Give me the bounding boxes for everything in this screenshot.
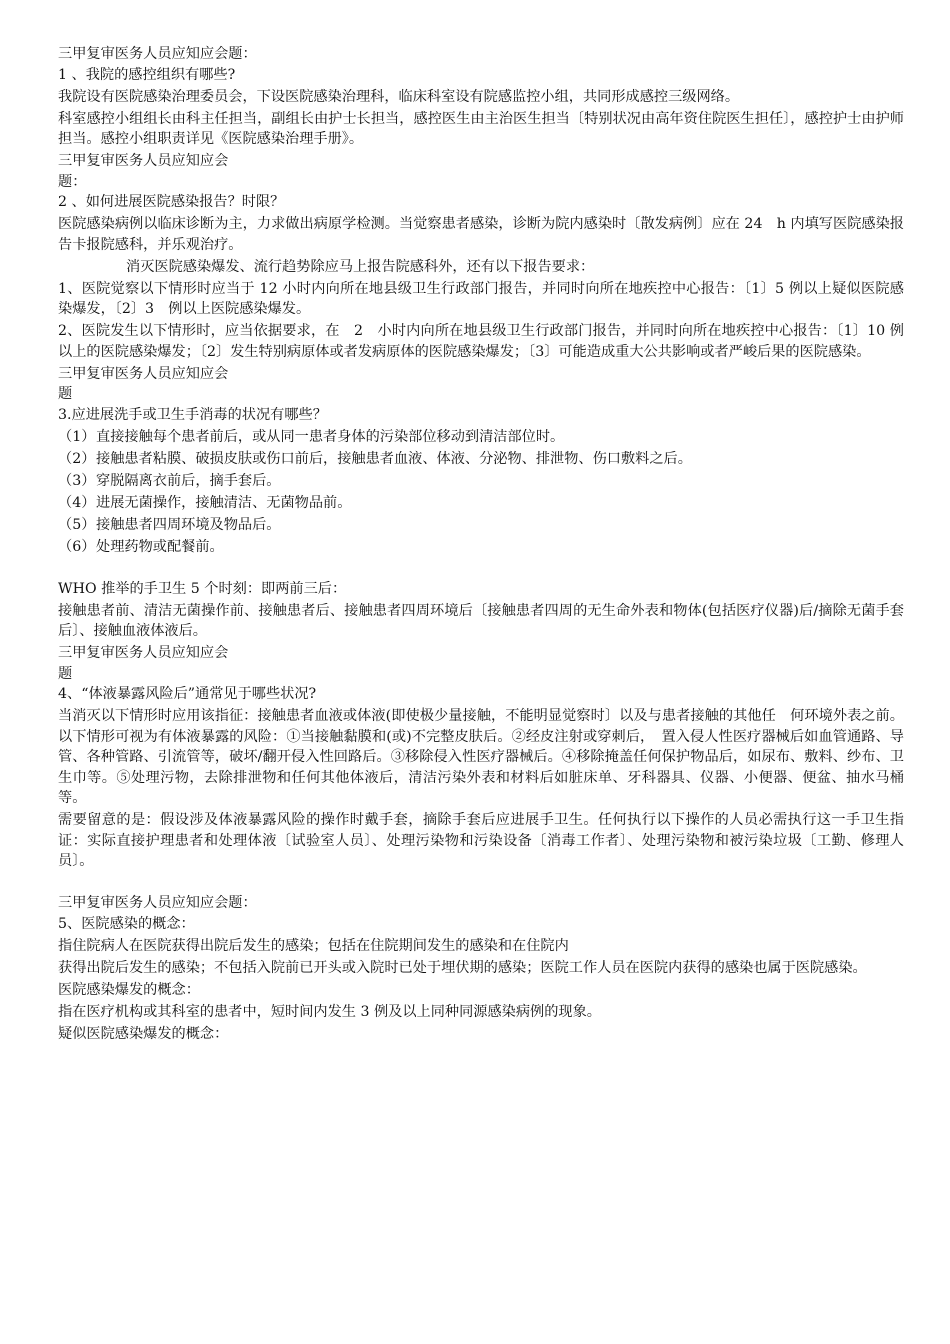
paragraph: 指住院病人在医院获得出院后发生的感染；包括在住院期间发生的感染和在住院内 — [58, 937, 569, 954]
section-2 — [58, 151, 904, 362]
section-header-continued: 题 — [58, 665, 73, 682]
section-header-continued: 题 — [58, 386, 73, 402]
section-4 — [58, 643, 904, 872]
list-item-text: 接触患者四周环境及物品后。 — [96, 516, 281, 533]
list-item — [58, 427, 904, 448]
list-item-number: （6） — [58, 538, 96, 555]
paragraph: 获得出院后发生的感染；不包括入院前已开头或入院时已处于埋伏期的感染；医院工作人员在医院内获得的感染也属于医院感染。 — [58, 959, 867, 976]
question-2: 2 、如何进展医院感染报告？时限？ — [58, 194, 285, 210]
list-item-number: （3） — [58, 472, 96, 489]
who-heading: WHO 推举的手卫生 5 个时刻：即两前三后： — [58, 580, 347, 597]
section-header-continued: 题： — [58, 173, 87, 190]
list-item-text: 进展无菌操作，接触清洁、无菌物品前。 — [96, 494, 352, 511]
blank-line — [58, 559, 904, 579]
list-item-number: （4） — [58, 494, 96, 511]
section-1 — [58, 44, 904, 150]
list-item — [58, 515, 904, 536]
list-item — [58, 537, 904, 558]
section-header: 三甲复审医务人员应知应会题： — [58, 46, 257, 62]
section-5 — [58, 893, 904, 1044]
paragraph: 医院感染病例以临床诊断为主，力求做出病原学检测。当觉察患者感染，诊断为院内感染时〔散发病例〕应在 24 h 内填写医院感染报告卡报院感科，并乐观治疗。 — [58, 216, 904, 253]
paragraph: 我院设有医院感染治理委员会，下设医院感染治理科，临床科室设有院感监控小组，共同形成感控三级网络。 — [58, 88, 740, 105]
paragraph: 需要留意的是：假设涉及体液暴露风险的操作时戴手套，摘除手套后应进展手卫生。任何执行以下操作的人员必需执行这一手卫生指证：实际直接护理患者和处理体液〔试验室人员〕、处理污染物和污染设备〔消毒工作者〕、处理污染物和被污染垃圾〔工勤、修理人员〕。 — [58, 812, 904, 869]
paragraph: 当消灭以下情形时应用该指征：接触患者血液或体液(即使极少量接触，不能明显觉察时〕以及与患者接触的其他任 何环境外表之前。以下情形可视为有体液暴露的风险：①当接触黏膜和(或)不完整皮肤后。②经皮注射或穿刺后， 置入侵人性医疗器械后如血管通路、导管、各种管路、引流管等，破坏/翻开侵入性回路后。③移除侵入性医疗器械后。④移除掩盖任何保护物品后，如尿布、敷料、纱布、卫生巾等。⑤处理污物，去除排泄物和任何其他体液后，清洁污染外表和材料后如脏床单、牙科器具、仪器、小便器、便盆、抽水马桶等。 — [58, 708, 904, 806]
list-item-text: 穿脱隔离衣前后，摘手套后。 — [96, 472, 281, 489]
subheading: 医院感染爆发的概念： — [58, 981, 200, 998]
paragraph: 指在医疗机构或其科室的患者中，短时间内发生 3 例及以上同种同源感染病例的现象。 — [58, 1003, 601, 1020]
paragraph: 接触患者前、清洁无菌操作前、接触患者后、接触患者四周环境后〔接触患者四周的无生命外表和物体(包括医疗仪器)后/摘除无菌手套后〕、接触血液体液后。 — [58, 602, 904, 639]
list-item-number: （2） — [58, 450, 96, 467]
question-4: 4、“体液暴露风险后”通常见于哪些状况? — [58, 686, 317, 702]
section-3 — [58, 364, 904, 642]
section-header: 三甲复审医务人员应知应会 — [58, 365, 229, 382]
list-item — [58, 449, 904, 470]
section-header: 三甲复审医务人员应知应会 — [58, 153, 229, 169]
list-item-number: （1） — [58, 428, 96, 445]
list-item-number: （5） — [58, 516, 96, 533]
question-1: 1 、我院的感控组织有哪些? — [58, 66, 236, 83]
paragraph: 消灭医院感染爆发、流行趋势除应马上报告院感科外，还有以下报告要求： — [126, 258, 595, 275]
list-item — [58, 471, 904, 492]
section-header: 三甲复审医务人员应知应会题： — [58, 895, 257, 911]
paragraph: 2、医院发生以下情形时，应当依据要求，在 2 小时内向所在地县级卫生行政部门报告，并同时向所在地疾控中心报告：〔1〕10 例以上的医院感染爆发；〔2〕发生特别病原体或者发病原体的医院感染爆发；〔3〕可能造成重大公共影响或者严峻后果的医院感染。 — [58, 323, 904, 360]
paragraph: 科室感控小组组长由科主任担当，副组长由护士长担当，感控医生由主治医生担当〔特别状况由高年资住院医生担任〕，感控护士由护师担当。感控小组职责详见《医院感染治理手册》。 — [58, 110, 904, 147]
subheading: 疑似医院感染爆发的概念： — [58, 1025, 229, 1042]
question-3: 3.应进展洗手或卫生手消毒的状况有哪些？ — [58, 406, 327, 423]
list-item-text: 直接接触每个患者前后，或从同一患者身体的污染部位移动到清洁部位时。 — [96, 428, 565, 445]
question-5: 5、医院感染的概念： — [58, 915, 195, 932]
section-header: 三甲复审医务人员应知应会 — [58, 645, 229, 661]
paragraph: 1、医院觉察以下情形时应当于 12 小时内向所在地县级卫生行政部门报告，并同时向所在地疾控中心报告：〔1〕5 例以上疑似医院感染爆发，〔2〕3 例以上医院感染爆发。 — [58, 280, 904, 317]
list-item-text: 接触患者粘膜、破损皮肤或伤口前后，接触患者血液、体液、分泌物、排泄物、伤口敷料之后。 — [96, 450, 692, 467]
document-page — [58, 44, 904, 1046]
blank-line — [58, 873, 904, 893]
list-item-text: 处理药物或配餐前。 — [96, 538, 224, 555]
list-item — [58, 493, 904, 514]
